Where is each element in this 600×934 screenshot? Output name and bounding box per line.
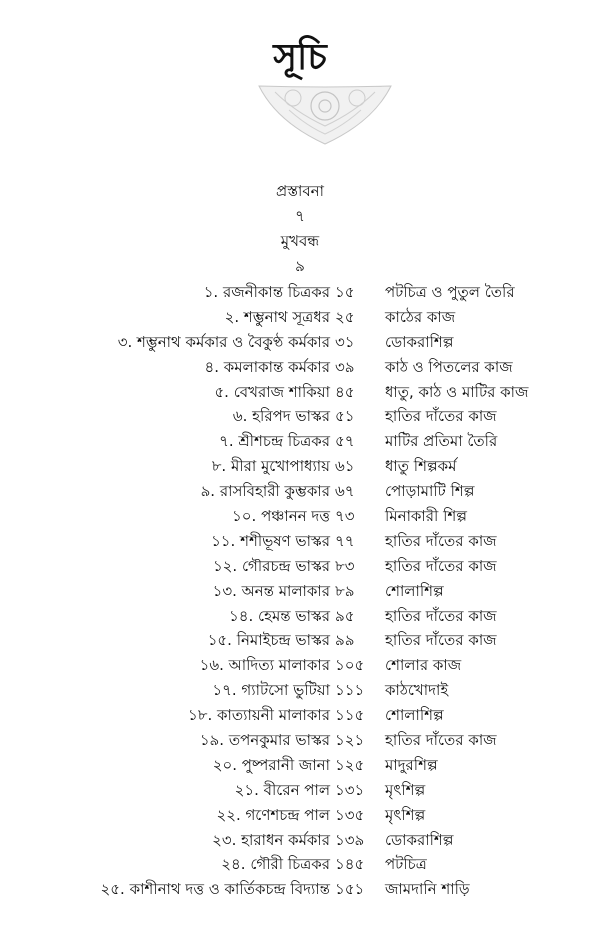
toc-entry — [0, 280, 600, 305]
toc-entry-page: ১৪৫ — [335, 855, 365, 874]
toc-entry-name: ২২. গণেশচন্দ্র পাল — [216, 805, 330, 824]
toc-entry — [0, 703, 600, 728]
toc-entry-craft: পোড়ামাটি শিল্প — [385, 482, 475, 501]
intro-foreword-label: মুখবন্ধ — [280, 232, 320, 250]
toc-entry-craft: পটচিত্র ও পুতুল তৈরি — [385, 283, 515, 301]
toc-entry — [0, 479, 600, 504]
toc-entry-craft: কাঠের কাজ — [385, 307, 456, 326]
toc-entry-craft: ডোকরাশিল্প — [385, 332, 454, 351]
toc-entry-name: ১৩. অনন্ত মালাকার — [212, 581, 330, 600]
toc-entry-name: ২. শম্ভুনাথ সূত্রধর — [224, 307, 330, 326]
toc-entry-craft: কাঠ ও পিতলের কাজ — [385, 357, 513, 376]
toc-entry-craft: হাতির দাঁতের কাজ — [385, 531, 497, 550]
toc-entry — [0, 330, 600, 355]
toc-entry-page: ১৩১ — [335, 780, 365, 799]
toc-entry-page: ১৫ — [335, 283, 355, 301]
toc-entry — [0, 828, 600, 853]
toc-entry-name: ২৩. হারাধন কর্মকার — [212, 830, 330, 849]
toc-entry-name: ১৭. গ্যাটসো ভুটিয়া — [212, 681, 330, 700]
toc-entry-craft: জামদানি শাড়ি — [385, 880, 470, 899]
toc-entry — [0, 529, 600, 554]
toc-entry-craft: শোলাশিল্প — [385, 706, 444, 725]
toc-entry — [0, 877, 600, 902]
toc-entry-craft: শোলাশিল্প — [385, 581, 444, 600]
toc-entry-name: ১৬. আদিত্য মালাকার — [199, 656, 330, 675]
toc-entry-name: ১৮. কাত্যায়নী মালাকার — [188, 706, 330, 725]
toc-entry-craft: ডোকরাশিল্প — [385, 830, 454, 849]
toc-entry-page: ১৫১ — [335, 880, 365, 899]
toc-entry-page: ৮৩ — [335, 556, 355, 575]
toc-entry — [0, 579, 600, 604]
page-title: সূচি — [273, 37, 327, 78]
toc-entry-craft: মাটির প্রতিমা তৈরি — [385, 432, 498, 451]
toc-entry — [0, 728, 600, 753]
toc-entry-name: ৩. শম্ভুনাথ কর্মকার ও বৈকুণ্ঠ কর্মকার — [117, 332, 330, 351]
toc-entry-page: ৯৫ — [335, 606, 355, 625]
toc-entry-page: ১২১ — [335, 731, 365, 750]
toc-entry-name: ১. রজনীকান্ত চিত্রকর — [203, 283, 330, 301]
intro-foreword-page: ৯ — [295, 257, 305, 275]
toc-entry — [0, 803, 600, 828]
toc-entry-page: ৪৫ — [335, 382, 355, 401]
toc-entry — [0, 778, 600, 803]
intro-foreword — [0, 230, 600, 280]
toc-entry — [0, 504, 600, 529]
toc-entry-craft: মৃৎশিল্প — [385, 805, 426, 824]
toc-entry-name: ২৫. কাশীনাথ দত্ত ও কার্তিকচন্দ্র বিদ্যান্ত — [100, 880, 330, 899]
toc-entry — [0, 852, 600, 877]
toc-entry-name: ২০. পুষ্পরানী জানা — [212, 755, 330, 774]
toc-entry-name: ২৪. গৌরী চিত্রকর — [221, 855, 330, 874]
toc-entry-name: ৯. রাসবিহারী কুম্ভকার — [200, 482, 330, 501]
toc-entry-page: ৬১ — [335, 457, 355, 476]
toc-entry-page: ২৫ — [335, 307, 355, 326]
toc-entry-page: ১৩৯ — [335, 830, 365, 849]
toc-entry-craft: ধাতু, কাঠ ও মাটির কাজ — [385, 382, 529, 401]
decorative-ornament — [255, 82, 395, 148]
toc-entry-name: ১০. পঞ্চানন দত্ত — [232, 507, 330, 526]
toc-entry-page: ৭৩ — [335, 507, 355, 526]
toc-entry — [0, 678, 600, 703]
toc-entry — [0, 429, 600, 454]
toc-entry-page: ৮৯ — [335, 581, 355, 600]
toc-entry-craft: শোলার কাজ — [385, 656, 462, 675]
intro-preface — [0, 180, 600, 230]
toc-entry-page: ১২৫ — [335, 755, 365, 774]
toc-entry-craft: মাদুরশিল্প — [385, 755, 438, 774]
toc-entry-name: ৬. হরিপদ ভাস্কর — [232, 407, 330, 426]
toc-entry — [0, 554, 600, 579]
toc-entry-page: ৩৯ — [335, 357, 355, 376]
toc-entry — [0, 305, 600, 330]
toc-entry-name: ১৪. হেমন্ত ভাস্কর — [229, 606, 330, 625]
toc-entry-page: ৭৭ — [335, 531, 355, 550]
toc-entry-page: ১৩৫ — [335, 805, 365, 824]
toc-entry-craft: মিনাকারী শিল্প — [385, 507, 467, 526]
toc-entry-name: ১৯. তপনকুমার ভাস্কর — [199, 731, 330, 750]
toc-entry — [0, 380, 600, 405]
toc-entry-page: ৫১ — [335, 407, 355, 426]
toc-entry-craft: কাঠখোদাই — [385, 681, 449, 700]
toc-entry-name: ১৫. নিমাইচন্দ্র ভাস্কর — [207, 631, 330, 650]
toc-entry-page: ১১১ — [335, 681, 365, 700]
toc-entry-name: ৮. মীরা মুখোপাধ্যায় — [211, 457, 330, 476]
toc-entry-craft: পটচিত্র — [385, 855, 427, 874]
toc-entry — [0, 454, 600, 479]
toc-entry-name: ১২. গৌরচন্দ্র ভাস্কর — [212, 556, 330, 575]
intro-preface-page: ৭ — [295, 207, 305, 225]
toc-entry-page: ১১৫ — [335, 706, 365, 725]
toc-entry — [0, 604, 600, 629]
table-of-contents — [0, 280, 600, 902]
toc-entry-page: ৫৭ — [335, 432, 355, 451]
toc-entry-page: ১০৫ — [335, 656, 365, 675]
toc-entry-page: ৯৯ — [335, 631, 355, 650]
toc-entry-craft: ধাতু শিল্পকর্ম — [385, 457, 457, 476]
toc-entry-craft: হাতির দাঁতের কাজ — [385, 731, 497, 750]
intro-preface-label: প্রস্তাবনা — [276, 182, 324, 200]
toc-entry-page: ৬৭ — [335, 482, 355, 501]
toc-entry-name: ৫. বেখরাজ শাকিয়া — [214, 382, 330, 401]
toc-entry-name: ৪. কমলাকান্ত কর্মকার — [204, 357, 330, 376]
toc-entry — [0, 404, 600, 429]
toc-entry — [0, 753, 600, 778]
toc-entry-name: ১১. শশীভূষণ ভাস্কর — [211, 531, 330, 550]
toc-entry-craft: হাতির দাঁতের কাজ — [385, 606, 497, 625]
toc-entry — [0, 355, 600, 380]
toc-entry-craft: হাতির দাঁতের কাজ — [385, 556, 497, 575]
toc-entry — [0, 628, 600, 653]
toc-entry — [0, 653, 600, 678]
toc-entry-craft: হাতির দাঁতের কাজ — [385, 631, 497, 650]
toc-entry-name: ২১. বীরেন পাল — [234, 780, 330, 799]
toc-entry-craft: হাতির দাঁতের কাজ — [385, 407, 497, 426]
toc-entry-craft: মৃৎশিল্প — [385, 780, 426, 799]
toc-entry-name: ৭. শ্রীশচন্দ্র চিত্রকর — [219, 432, 330, 451]
toc-entry-page: ৩১ — [335, 332, 355, 351]
